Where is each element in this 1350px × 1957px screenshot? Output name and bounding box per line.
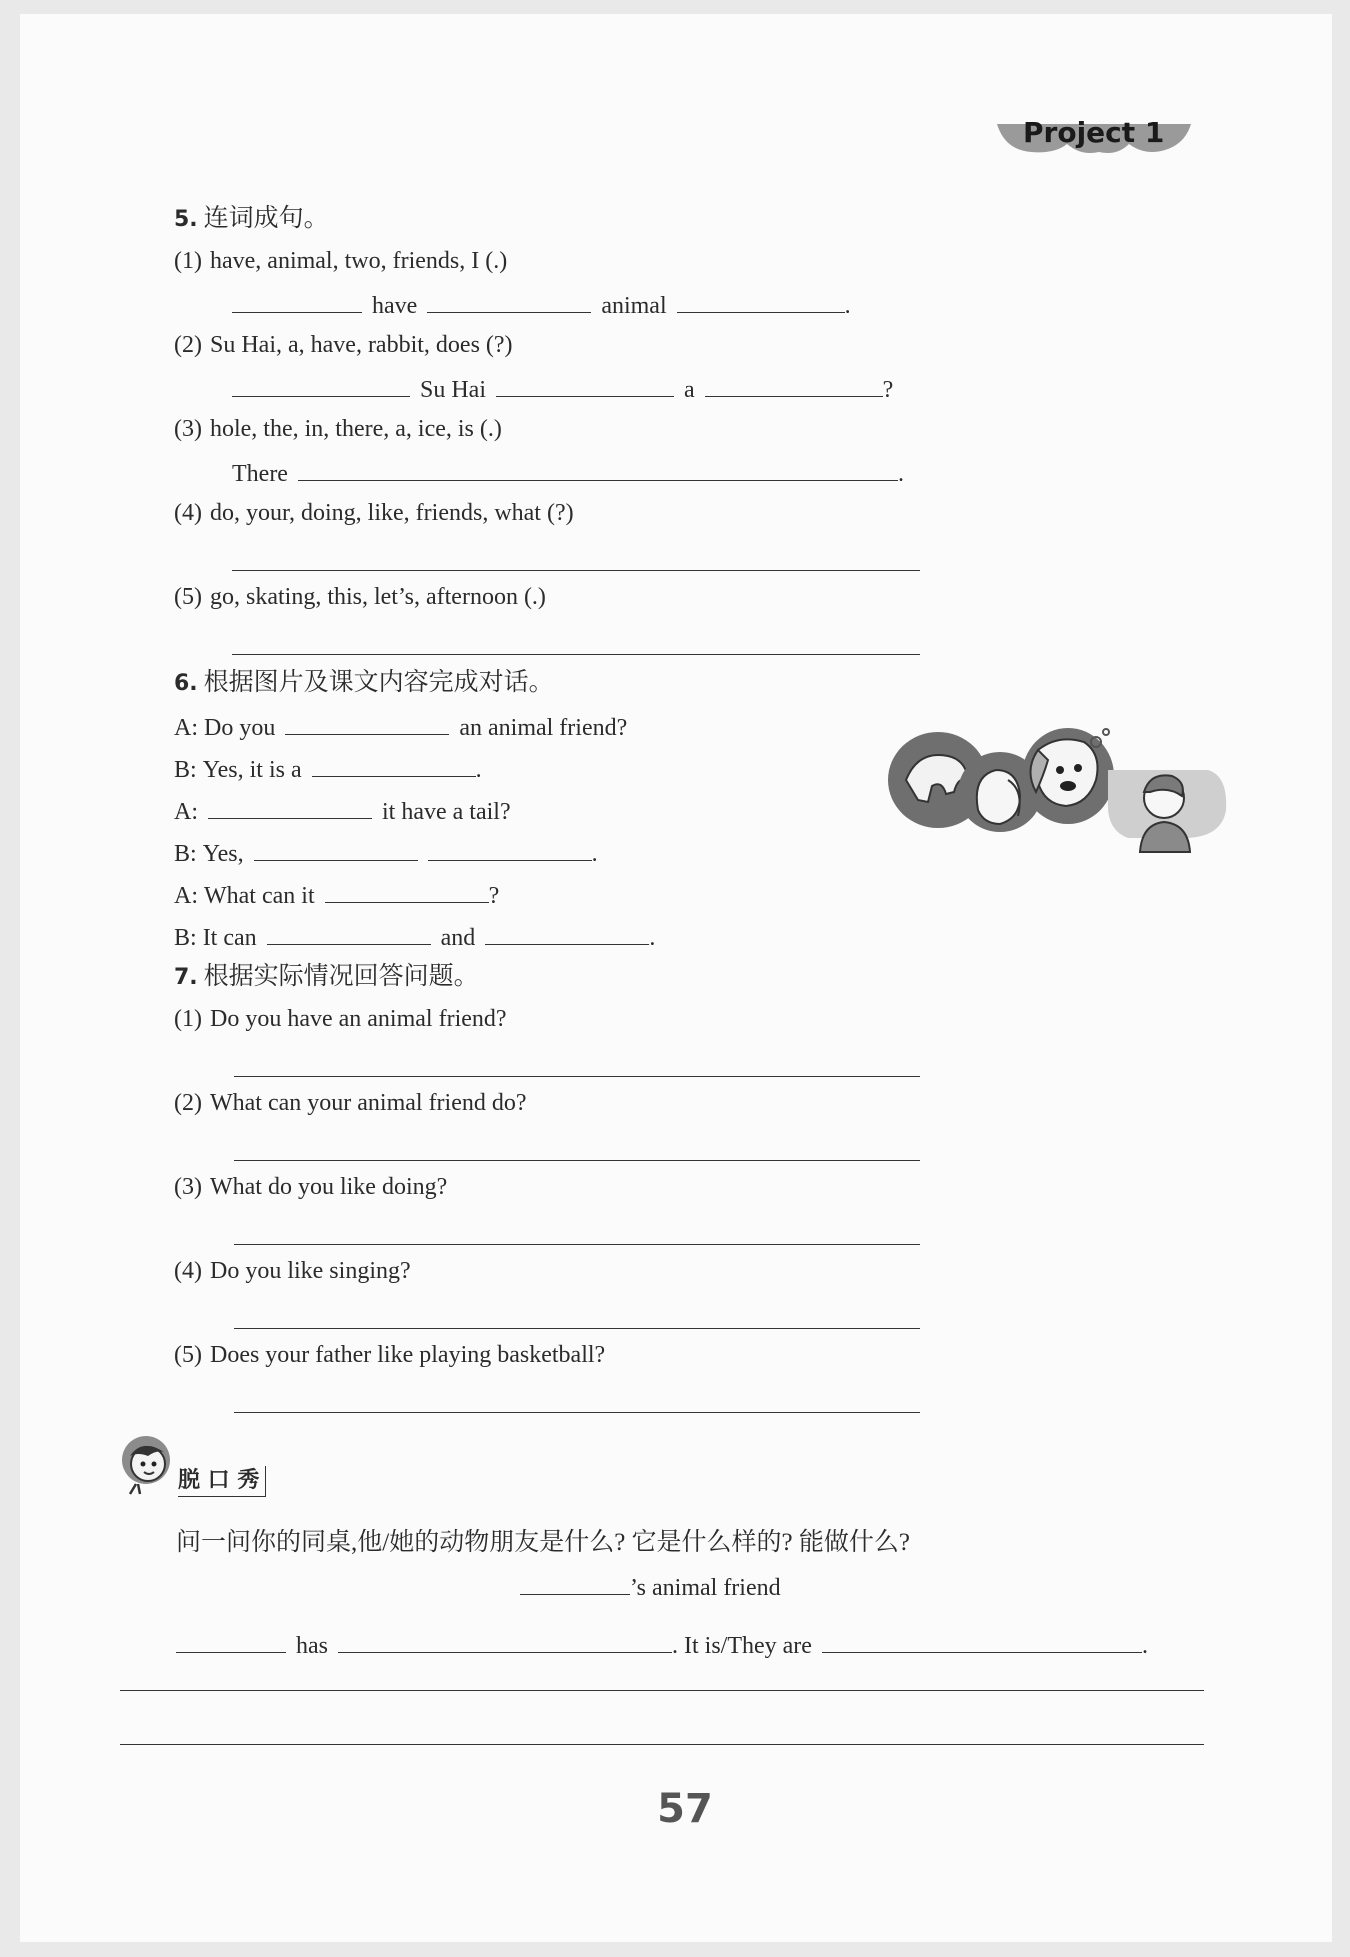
- s7-question-2: (2) What can your animal friend do?: [174, 1090, 527, 1116]
- s7-question-4: (4) Do you like singing?: [174, 1258, 411, 1284]
- section6-title: 6. 根据图片及课文内容完成对话。: [174, 669, 554, 696]
- writing-line-1[interactable]: [120, 1690, 1204, 1691]
- section7-title: 7. 根据实际情况回答问题。: [174, 963, 479, 990]
- dog-and-boy-illustration: [888, 720, 1228, 856]
- talkshow-heading: ’s animal friend: [520, 1568, 781, 1602]
- s5-item4-words: (4) do, your, doing, like, friends, what (?): [174, 500, 574, 526]
- blank[interactable]: [677, 286, 845, 313]
- s5-item2-words: (2) Su Hai, a, have, rabbit, does (?): [174, 332, 513, 358]
- project-banner: [995, 110, 1195, 170]
- talkshow-instruction: 问一问你的同桌,他/她的动物朋友是什么? 它是什么样的? 能做什么?: [176, 1529, 910, 1556]
- s7-answer-line-3[interactable]: [234, 1244, 920, 1245]
- blank[interactable]: [428, 834, 592, 861]
- s7-question-3: (3) What do you like doing?: [174, 1174, 448, 1200]
- blank[interactable]: [208, 792, 372, 819]
- page-number: 57: [657, 1786, 713, 1832]
- blank[interactable]: [496, 370, 674, 397]
- blank[interactable]: [427, 286, 591, 313]
- blank[interactable]: [338, 1626, 672, 1653]
- blank[interactable]: [312, 750, 476, 777]
- s5-item1-answer: have animal .: [232, 286, 851, 320]
- s7-answer-line-5[interactable]: [234, 1412, 920, 1413]
- s5-item1-words: (1) have, animal, two, friends, I (.): [174, 248, 508, 274]
- blank[interactable]: [822, 1626, 1142, 1653]
- badge-text: Project 1: [1023, 116, 1165, 149]
- blank[interactable]: [485, 918, 649, 945]
- girl-mascot-icon: [116, 1432, 178, 1498]
- blank[interactable]: [285, 708, 449, 735]
- s7-question-1: (1) Do you have an animal friend?: [174, 1006, 507, 1032]
- blank[interactable]: [325, 876, 489, 903]
- dialogue-line-4: B: Yes, .: [174, 834, 598, 868]
- s7-answer-line-1[interactable]: [234, 1076, 920, 1077]
- dialogue-line-5: A: What can it ?: [174, 876, 499, 910]
- dialogue-line-3: A: it have a tail?: [174, 792, 511, 826]
- blank[interactable]: [298, 454, 898, 481]
- s5-item3-words: (3) hole, the, in, there, a, ice, is (.): [174, 416, 502, 442]
- dialogue-line-2: B: Yes, it is a .: [174, 750, 482, 784]
- s5-item3-answer: There .: [232, 454, 904, 488]
- blank[interactable]: [254, 834, 418, 861]
- section5-title: 5. 连词成句。: [174, 205, 329, 232]
- blank[interactable]: [267, 918, 431, 945]
- workbook-page: [20, 14, 1332, 1942]
- dialogue-line-1: A: Do you an animal friend?: [174, 708, 627, 742]
- s7-answer-line-2[interactable]: [234, 1160, 920, 1161]
- blank[interactable]: [520, 1568, 630, 1595]
- blank[interactable]: [232, 370, 410, 397]
- blank[interactable]: [176, 1626, 286, 1653]
- talkshow-sentence: has . It is/They are .: [176, 1626, 1148, 1660]
- s5-item4-answer-line[interactable]: [232, 570, 920, 571]
- talkshow-label: 脱 口 秀: [178, 1466, 266, 1497]
- s5-item5-answer-line[interactable]: [232, 654, 920, 655]
- blank[interactable]: [232, 286, 362, 313]
- s7-answer-line-4[interactable]: [234, 1328, 920, 1329]
- s5-item5-words: (5) go, skating, this, let’s, afternoon (.): [174, 584, 546, 610]
- writing-line-2[interactable]: [120, 1744, 1204, 1745]
- dialogue-line-6: B: It can and .: [174, 918, 655, 952]
- s7-question-5: (5) Does your father like playing basketball?: [174, 1342, 606, 1368]
- s5-item2-answer: Su Hai a ?: [232, 370, 893, 404]
- blank[interactable]: [705, 370, 883, 397]
